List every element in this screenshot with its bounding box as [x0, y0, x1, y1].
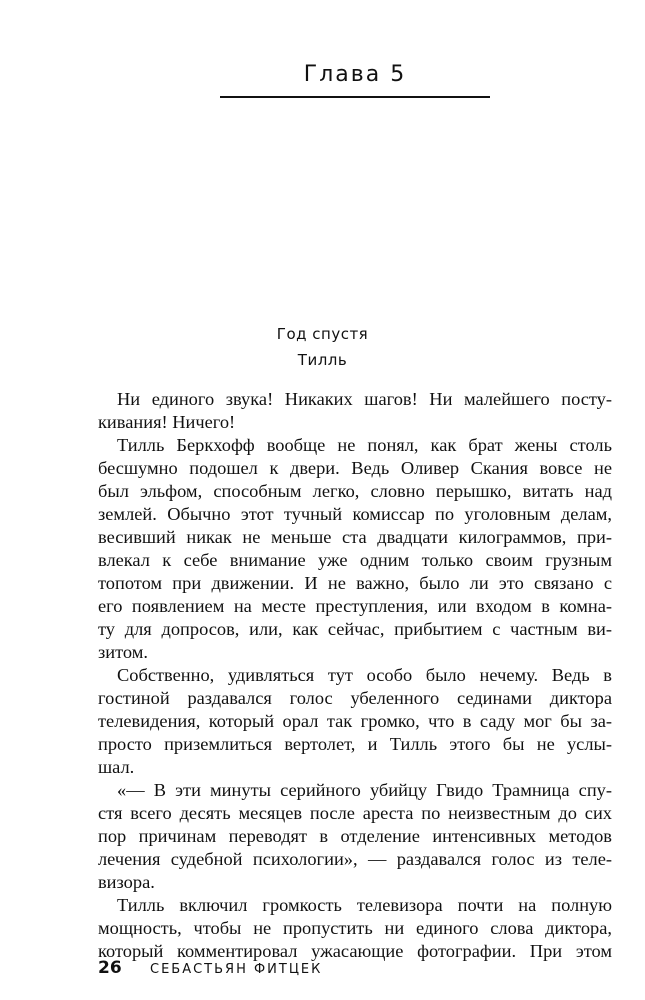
text-line: зитом. [98, 642, 148, 662]
text-line: был эльфом, способным легко, словно перышко, витать над [98, 481, 612, 501]
chapter-title-rule [220, 96, 490, 98]
text-line: Собственно, удивляться тут особо было нечему. Ведь в [117, 665, 612, 685]
text-line: кивания! Ничего! [98, 412, 236, 432]
text-line: стя всего десять месяцев после ареста по неизвестным до сих [98, 803, 612, 823]
text-line: лечения судебной психологии», — раздавался голос из теле- [98, 849, 612, 869]
section-character-heading: Тилль [297, 351, 348, 369]
running-footer-author: СЕБАСТЬЯН ФИТЦЕК [150, 962, 323, 977]
text-line: визора. [98, 872, 155, 892]
page-number: 26 [98, 958, 122, 978]
text-line: ту для допросов, или, как сейчас, прибытием с частным ви- [98, 619, 612, 639]
text-line: весивший никак не меньше ста двадцати килограммов, при- [98, 527, 612, 547]
text-line: Ни единого звука! Никаких шагов! Ни малейшего посту- [117, 389, 612, 409]
text-line: Тилль включил громкость телевизора почти на полную [117, 895, 612, 915]
text-line: землей. Обычно этот тучный комиссар по уголовным делам, [98, 504, 612, 524]
text-line: его появлением на месте преступления, или входом в комна- [98, 596, 612, 616]
text-line: мощность, чтобы не пропустить ни единого слова диктора, [98, 918, 612, 938]
text-line: который комментировал ужасающие фотографии. При этом [98, 941, 612, 961]
section-time-heading: Год спустя [276, 325, 369, 343]
text-line: гостиной раздавался голос убеленного сединами диктора [98, 688, 612, 708]
text-line: «— В эти минуты серийного убийцу Гвидо Трамница спу- [117, 780, 612, 800]
text-line: пор причинам переводят в отделение интенсивных методов [98, 826, 612, 846]
text-line: топотом при движении. И не важно, было ли это связано с [98, 573, 612, 593]
text-line: Тилль Беркхофф вообще не понял, как брат жены столь [117, 435, 612, 455]
text-line: шал. [98, 757, 135, 777]
text-line: влекал к себе внимание уже одним только своим грузным [98, 550, 612, 570]
text-line: бесшумно подошел к двери. Ведь Оливер Скания вовсе не [98, 458, 612, 478]
text-line: телевидения, который орал так громко, что в саду мог бы за- [98, 711, 612, 731]
chapter-title: Глава 5 [303, 62, 407, 87]
text-line: просто приземлиться вертолет, и Тилль этого бы не услы- [98, 734, 612, 754]
